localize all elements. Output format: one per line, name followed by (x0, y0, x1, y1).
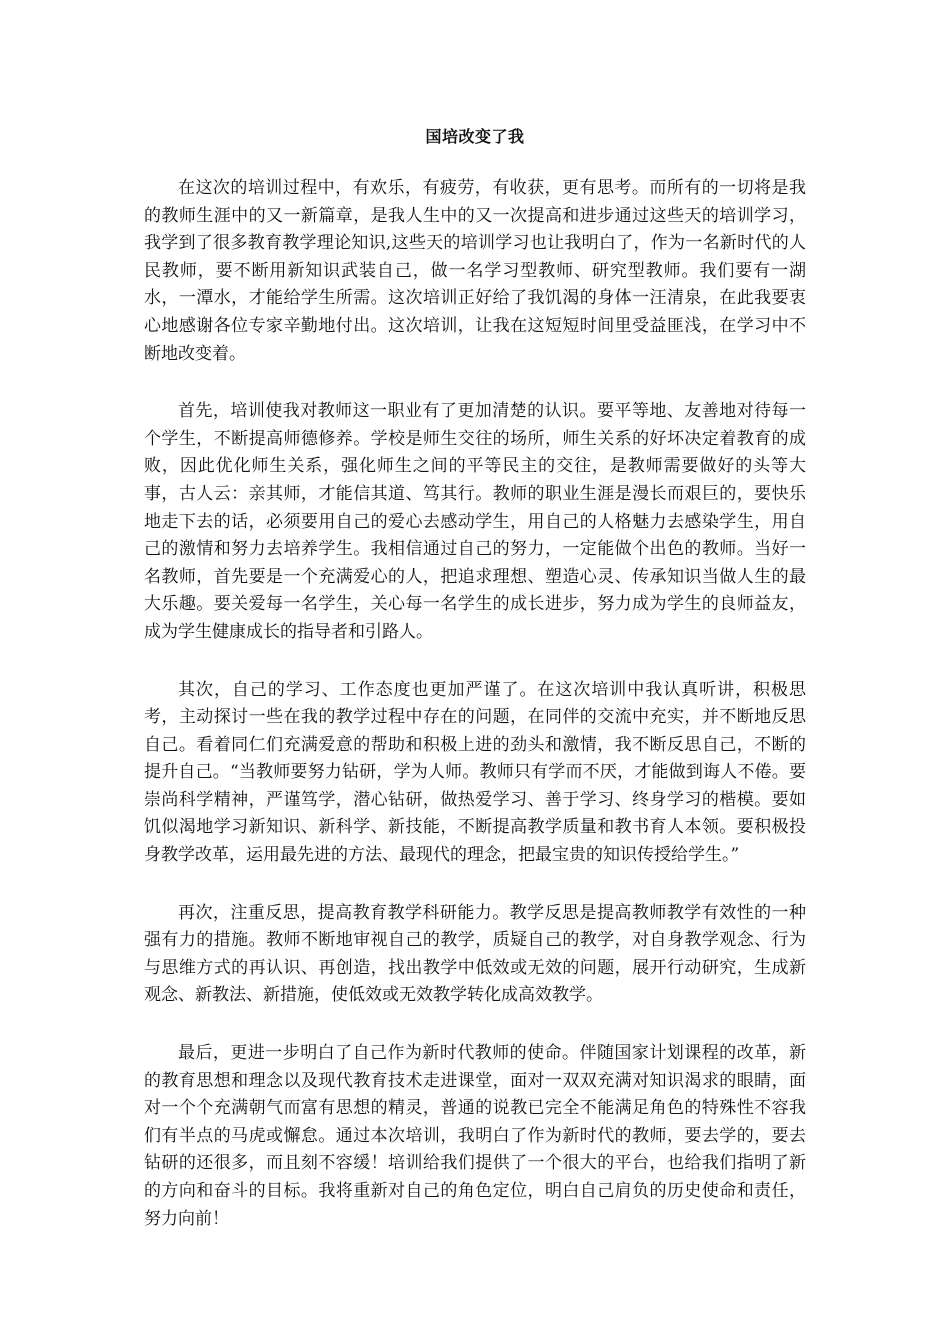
paragraph-third: 再次，注重反思，提高教育教学科研能力。教学反思是提高教师教学有效性的一种强有力的措施。教师不断地审视自己的教学，质疑自己的教学，对自身教学观念、行为与思维方式的再认识、再创造，找出教学中低效或无效的问题，展开行动研究，生成新观念、新教法、新措施，使低效或无效教学转化成高效教学。 (144, 902, 806, 1006)
document-body (144, 175, 806, 1263)
paragraph-final: 最后，更进一步明白了自己作为新时代教师的使命。伴随国家计划课程的改革，新的教育思想和理念以及现代教育技术走进课堂，面对一双双充满对知识渴求的眼睛，面对一个个充满朝气而富有思想的精灵，普通的说教已完全不能满足角色的特殊性不容我们有半点的马虎或懈怠。通过本次培训，我明白了作为新时代的教师，要去学的，要去钻研的还很多，而且刻不容缓！培训给我们提供了一个很大的平台，也给我们指明了新的方向和奋斗的目标。我将重新对自己的角色定位，明白自己肩负的历史使命和责任，努力向前！ (144, 1043, 806, 1229)
paragraph-first: 首先，培训使我对教师这一职业有了更加清楚的认识。要平等地、友善地对待每一个学生，不断提高师德修养。学校是师生交往的场所，师生关系的好坏决定着教育的成败，因此优化师生关系，强化师生之间的平等民主的交往，是教师需要做好的头等大事，古人云：亲其师，才能信其道、笃其行。教师的职业生涯是漫长而艰巨的，要快乐地走下去的话，必须要用自己的爱心去感动学生，用自己的人格魅力去感染学生，用自己的激情和努力去培养学生。我相信通过自己的努力，一定能做个出色的教师。当好一名教师，首先要是一个充满爱心的人，把追求理想、塑造心灵、传承知识当做人生的最大乐趣。要关爱每一名学生，关心每一名学生的成长进步，努力成为学生的良师益友，成为学生健康成长的指导者和引路人。 (144, 401, 806, 642)
paragraph-intro: 在这次的培训过程中，有欢乐，有疲劳，有收获，更有思考。而所有的一切将是我的教师生涯中的又一新篇章，是我人生中的又一次提高和进步通过这些天的培训学习，我学到了很多教育教学理论知识,这些天的培训学习也让我明白了，作为一名新时代的人民教师，要不断用新知识武装自己，做一名学习型教师、研究型教师。我们要有一湖水，一潭水，才能给学生所需。这次培训正好给了我饥渴的身体一汪清泉，在此我要衷心地感谢各位专家辛勤地付出。这次培训，让我在这短短时间里受益匪浅，在学习中不断地改变着。 (144, 178, 806, 364)
document-title: 国培改变了我 (425, 127, 525, 146)
paragraph-second: 其次，自己的学习、工作态度也更加严谨了。在这次培训中我认真听讲，积极思考，主动探讨一些在我的教学过程中存在的问题，在同伴的交流中充实，并不断地反思自己。看着同仁们充满爱意的帮助和积极上进的劲头和激情，我不断反思自己，不断的提升自己。“当教师要努力钻研，学为人师。教师只有学而不厌，才能做到诲人不倦。要崇尚科学精神，严谨笃学，潜心钻研，做热爱学习、善于学习、终身学习的楷模。要如饥似渴地学习新知识、新科学、新技能，不断提高教学质量和教书育人本领。要积极投身教学改革，运用最先进的方法、最现代的理念，把最宝贵的知识传授给学生。” (144, 679, 806, 866)
